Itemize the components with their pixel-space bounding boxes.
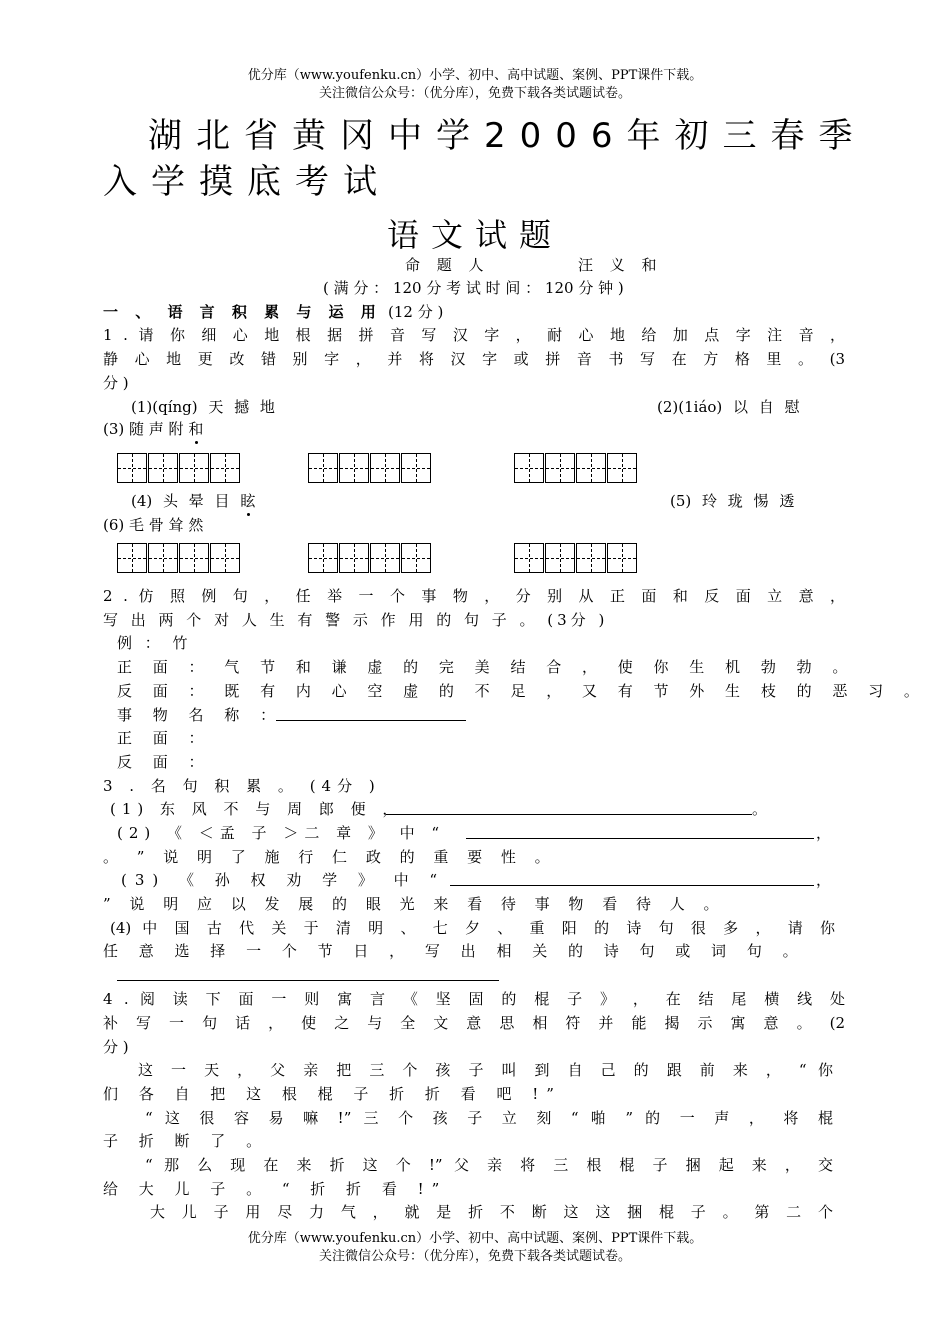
- q1-item-4: [131, 490, 255, 512]
- q1-item-4-dotted-char: 眩: [240, 492, 256, 510]
- q4-paragraph-1-line-1: 这 一 天 ， 父 亲 把 三 个 孩 子 叫 到 自 己 的 跟 前 来 ， “ 你: [138, 1061, 833, 1079]
- q3-item-1-blank[interactable]: [386, 814, 752, 815]
- page-title-line-2: 入学摸底考试: [103, 162, 391, 202]
- q3-item-1-end: 。: [752, 800, 768, 818]
- q1-line-2: 静 心 地 更 改 错 别 字 ， 并 将 汉 字 或 拼 音 书 写 在 方 格 里 。 (3: [103, 350, 845, 368]
- section-1-heading: 一 、 语 言 积 累 与 运 用: [103, 303, 382, 321]
- author-name: 汪 义 和: [578, 256, 663, 274]
- answer-grid-3[interactable]: [514, 453, 638, 483]
- q1-item-2: (2)(1iáo) 以 自 慰: [657, 398, 800, 416]
- q1-item-1: (1)(qíng) 天 撼 地: [131, 398, 275, 416]
- q2-positive-label: 正 面 ：: [117, 729, 212, 747]
- q2-line-2: 写 出 两 个 对 人 生 有 警 示 作 用 的 句 子 。 (3分 ): [103, 611, 609, 629]
- q1-item-3-dotted-char: 和: [188, 420, 204, 438]
- q3-item-3-end: ，: [816, 871, 832, 889]
- q4-paragraph-4-line-1: 大 儿 子 用 尽 力 气 ， 就 是 折 不 断 这 这 捆 棍 子 。 第 二 个: [150, 1203, 833, 1221]
- q1-item-4-text: (4) 头 晕 目: [131, 492, 241, 510]
- q2-line-1: 2 . 仿 照 例 句 ， 任 举 一 个 事 物 ， 分 别 从 正 面 和 反 面 立 意 ，: [103, 587, 845, 605]
- q3-heading: 3 . 名 句 积 累 。 (4分 ): [103, 777, 381, 795]
- q3-item-2-blank[interactable]: [466, 838, 814, 839]
- q4-paragraph-3-line-2: 给 大 儿 子 。 “ 折 折 看 !”: [103, 1180, 448, 1198]
- q3-item-4-blank[interactable]: [117, 980, 499, 981]
- q3-item-3-line-2: ” 说 明 应 以 发 展 的 眼 光 来 看 待 事 物 看 待 人 。: [103, 895, 726, 913]
- q4-line-3: 分 ): [103, 1038, 129, 1056]
- q2-negative-label: 反 面 ：: [117, 753, 212, 771]
- q1-item-3: [103, 418, 203, 440]
- footer-line-1: 优分库（www.youfenku.cn）小学、初中、高中试题、案例、PPT课件下载。: [247, 1231, 703, 1246]
- q1-item-3-text: (3) 随 声 附: [103, 420, 189, 438]
- q3-item-2: (2) 《 ＜孟 子 ＞二 章 》 中 “: [117, 824, 446, 842]
- q2-negative-example: 反 面 ： 既 有 内 心 空 虚 的 不 足 ， 又 有 节 外 生 枝 的 恶 习 。: [117, 682, 927, 700]
- header-line-2: 关注微信公众号：（优分库），免费下载各类试题试卷。: [318, 86, 631, 101]
- q3-item-2-line-2: 。 ” 说 明 了 施 行 仁 政 的 重 要 性 。: [103, 848, 557, 866]
- q3-item-3: (3) 《 孙 权 劝 学 》 中 “: [121, 871, 446, 889]
- q4-paragraph-2-line-1: “ 这 很 容 易 嘛 !” 三 个 孩 子 立 刻 “ 啪 ” 的 一 声 ， 将 棍: [145, 1109, 833, 1127]
- q1-item-5: (5) 玲 珑 惕 透: [670, 492, 795, 510]
- answer-grid-2[interactable]: [308, 453, 432, 483]
- answer-grid-5[interactable]: [308, 543, 432, 573]
- q4-paragraph-3-line-1: “ 那 么 现 在 来 折 这 个 !” 父 亲 将 三 根 棍 子 捆 起 来 ， 交: [145, 1156, 833, 1174]
- q4-line-1: 4 . 阅 读 下 面 一 则 寓 言 《 坚 固 的 棍 子 》 ， 在 结 尾 横 线 处: [103, 990, 845, 1008]
- q4-line-2: 补 写 一 句 话 ， 使 之 与 全 文 意 思 相 符 并 能 揭 示 寓 意 。 (2: [103, 1014, 845, 1032]
- author-label: 命 题 人: [405, 256, 490, 274]
- q3-item-4-line-1: (4) 中 国 古 代 关 于 清 明 、 七 夕 、 重 阳 的 诗 句 很 多 ， 请 你: [110, 919, 835, 937]
- q3-item-4-line-2: 任 意 选 择 一 个 节 日 ， 写 出 相 关 的 诗 句 或 词 句 。: [103, 942, 806, 960]
- q1-line-3: 分 ): [103, 374, 129, 392]
- subject-title: 语文试题: [386, 216, 563, 254]
- q2-name-label: 事 物 名 称 ：: [117, 706, 284, 724]
- section-1-points: (12 分 ): [388, 303, 444, 321]
- q2-name-blank[interactable]: [276, 720, 466, 721]
- answer-grid-1[interactable]: [117, 453, 241, 483]
- score-info: ( 满 分 ： 120 分 考 试 时 间 ： 120 分 钟 ): [323, 279, 624, 297]
- q2-positive-example: 正 面 ： 气 节 和 谦 虚 的 完 美 结 合 ， 使 你 生 机 勃 勃 。: [117, 658, 856, 676]
- q2-example-label: 例 ： 竹: [117, 634, 192, 652]
- q3-item-1: (1) 东 风 不 与 周 郎 便 ，: [110, 800, 404, 818]
- footer-line-2: 关注微信公众号：（优分库），免费下载各类试题试卷。: [318, 1249, 631, 1264]
- page-title-line-1: 湖北省黄冈中学2006年初三春季: [148, 116, 867, 156]
- answer-grid-4[interactable]: [117, 543, 241, 573]
- q3-item-2-end: ，: [816, 824, 832, 842]
- answer-grid-6[interactable]: [514, 543, 638, 573]
- q4-paragraph-2-line-2: 子 折 断 了 。: [103, 1132, 270, 1150]
- header-line-1: 优分库（www.youfenku.cn）小学、初中、高中试题、案例、PPT课件下载。: [247, 68, 703, 83]
- q3-item-3-blank[interactable]: [450, 885, 814, 886]
- q1-item-6: (6) 毛 骨 耸 然: [103, 516, 204, 534]
- q1-line-1: 1 . 请 你 细 心 地 根 据 拼 音 写 汉 字 ， 耐 心 地 给 加 点 字 注 音 ，: [103, 326, 845, 344]
- q4-paragraph-1-line-2: 们 各 自 把 这 根 棍 子 折 折 看 吧 !”: [103, 1085, 562, 1103]
